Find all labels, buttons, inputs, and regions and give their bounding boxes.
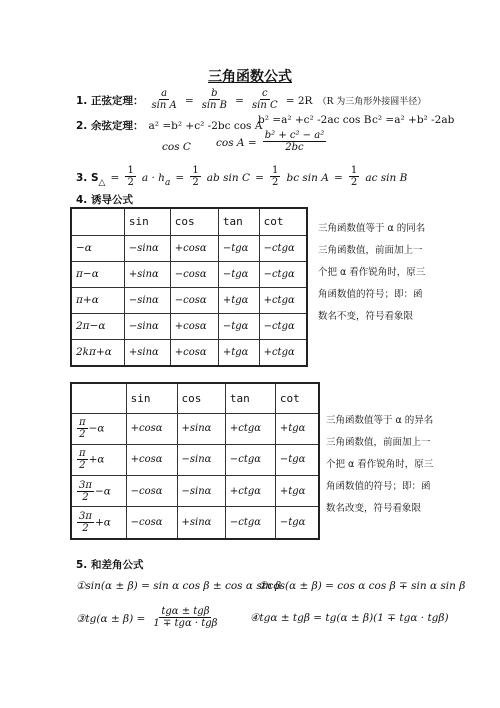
table-cell: −cosα (170, 261, 218, 287)
note-line: 数名不变，符号看象限 (318, 311, 414, 322)
table-cell: +cosα (170, 313, 218, 339)
note-line: 个把 α 看作锐角时，原三 (326, 459, 434, 470)
table-cell: +sinα (124, 261, 170, 287)
table2-header-cos: cos (177, 383, 225, 413)
table-cell: +sinα (177, 507, 225, 539)
sum-formula-tg-product: ④tgα ± tgβ = tg(α ± β)(1 ∓ tgα · tgβ) (250, 612, 449, 624)
table-cell: −tgα (218, 261, 259, 287)
table2-header-tan: tan (225, 383, 275, 413)
row-angle: 2kπ+α (71, 339, 124, 366)
tg-lhs: ③tg(α ± β) = (76, 613, 146, 625)
table-cell: +ctgα (225, 413, 275, 444)
table-cell: −sinα (177, 444, 225, 475)
table-cell: −ctgα (225, 507, 275, 539)
area-term-bcsina: bc sin A (286, 172, 329, 184)
fraction-a-over-sinA: $\frac{a}{\text{sin A}}$ (151, 88, 177, 111)
table-cell: +tgα (275, 413, 319, 444)
induction-table-2 (70, 382, 320, 540)
note-line: 三角函数值等于 α 的异名 (326, 415, 434, 426)
row-angle: $\frac{\pi}{2}$ −α (71, 413, 126, 444)
section-4-label: 4. 诱导公式 (76, 194, 133, 206)
row-angle: π+α (71, 287, 124, 313)
table-cell: +tgα (218, 287, 259, 313)
table2-header-cot: cot (275, 383, 319, 413)
table-cell: −tgα (218, 235, 259, 261)
note-line: 角函数值的符号；即：函 (326, 481, 431, 492)
cos-a-fraction: $\frac{\text{b² + c² − a²}}{2bc}$ (264, 130, 325, 153)
table-row (71, 313, 307, 339)
note-line: 三角函数值等于 α 的同名 (318, 223, 426, 234)
section-5-label: 5. 和差角公式 (76, 559, 144, 571)
table1-header-tan: tan (218, 208, 259, 235)
fraction-b-over-sinB: $\frac{b}{\text{sin B}}$ (201, 88, 228, 111)
sum-formula-sin: ①sin(α ± β) = sin α cos β ± cos α sin β (76, 580, 282, 592)
table-cell: +sinα (177, 413, 225, 444)
cosine-formula-a: a² =b² +c² -2bc cos A (148, 120, 263, 132)
area-term-acsinb: ac sin B (365, 172, 408, 184)
table1-note (318, 218, 428, 328)
table-cell: +cosα (126, 413, 177, 444)
area-term-absinc: ab sin C (206, 172, 250, 184)
table-cell: +sinα (124, 339, 170, 366)
section-2-label: 2. 余弦定理： (76, 120, 144, 132)
tg-fraction: $\frac{\text{tgα ± tgβ}}{\text{1 ∓ tgα · tgβ}}$ (153, 606, 218, 629)
table1-header-cos: cos (170, 208, 218, 235)
table-row (71, 261, 307, 287)
row-angle: $\frac{3\pi}{2}$ +α (71, 507, 126, 539)
table-cell: −sinα (124, 287, 170, 313)
table-row (71, 235, 307, 261)
note-line: 个把 α 看作锐角时，原三 (318, 267, 426, 278)
cosine-formula-c: c² =a² +b² -2ab (372, 114, 455, 126)
table-row (71, 287, 307, 313)
table-cell: −tgα (218, 313, 259, 339)
induction-table-1 (70, 207, 308, 367)
area-term-base-height: a · h (141, 172, 165, 184)
table-cell: +ctgα (259, 287, 307, 313)
row-angle: $\frac{\pi}{2}$ +α (71, 444, 126, 475)
table-cell: +cosα (126, 444, 177, 475)
table2-note (326, 410, 436, 520)
law-of-sines: 1. 正弦定理： $\frac{a}{\text{sin A}}$ = $\frac{b}{\text{sin B}}$ = $\frac{c}{\text{sin C}}$ = 2R （R 为三角形外接圆半径） (76, 88, 427, 111)
table-cell: −sinα (124, 313, 170, 339)
table-cell: −cosα (126, 476, 177, 507)
table-cell: +ctgα (259, 339, 307, 366)
section-1-label: 1. 正弦定理： (76, 95, 144, 107)
circumradius-note: （R 为三角形外接圆半径） (317, 97, 427, 107)
table-row (71, 339, 307, 366)
cos-a-formula (216, 130, 327, 153)
row-angle: 2π−α (71, 313, 124, 339)
table-cell: −tgα (275, 444, 319, 475)
table-cell: −cosα (126, 507, 177, 539)
sum-formula-tg (76, 606, 220, 629)
table-cell: +cosα (170, 339, 218, 366)
table-cell: +ctgα (225, 476, 275, 507)
note-line: 数名改变，符号看象限 (326, 503, 422, 514)
table-cell: −ctgα (259, 261, 307, 287)
table-cell: −ctgα (259, 313, 307, 339)
table-row (71, 476, 319, 507)
table-cell: −ctgα (259, 235, 307, 261)
section-3-label: 3. S (76, 172, 99, 184)
sum-formula-cos: ②cos(α ± β) = cos α cos β ∓ sin α sin β (258, 580, 466, 592)
table-cell: −ctgα (225, 444, 275, 475)
equals-2r: = 2R (285, 95, 313, 107)
table2-header-sin: sin (126, 383, 177, 413)
row-angle: $\frac{3\pi}{2}$ −α (71, 476, 126, 507)
cos-a-lhs: cos A = (216, 137, 257, 149)
cosine-formula-c-tail: cos C (162, 141, 191, 153)
table-cell: +tgα (218, 339, 259, 366)
note-line: 三角函数值，前面加上一 (318, 245, 423, 256)
table-row (71, 413, 319, 444)
row-angle: π−α (71, 261, 124, 287)
note-line: 三角函数值，前面加上一 (326, 437, 431, 448)
cosine-formula-b: b² =a² +c² -2ac cos B (258, 114, 372, 126)
fraction-c-over-sinC: $\frac{c}{\text{sin C}}$ (252, 88, 278, 111)
row-angle: −α (71, 235, 124, 261)
triangle-area: 3. $S_\triangle$ = $\frac{1}{2}$ $a \cdot h_a$ = $\frac{1}{2}$ ab sin C = $\frac{1}{2}$ bc sin A = $\frac{1}{2}$ ac sin B (76, 165, 408, 189)
table-cell: −tgα (275, 507, 319, 539)
table-cell: −sinα (124, 235, 170, 261)
table2-corner (71, 383, 126, 413)
table1-header-cot: cot (259, 208, 307, 235)
table-cell: −sinα (177, 476, 225, 507)
area-subscript: △ (98, 178, 106, 189)
table-cell: +cosα (170, 235, 218, 261)
page-title: 三角函数公式 (208, 69, 292, 85)
table-row (71, 507, 319, 539)
table1-header-sin: sin (124, 208, 170, 235)
table-row (71, 444, 319, 475)
table-cell: −cosα (170, 287, 218, 313)
table-cell: +tgα (275, 476, 319, 507)
table1-corner (71, 208, 124, 235)
note-line: 角函数值的符号；即：函 (318, 289, 423, 300)
